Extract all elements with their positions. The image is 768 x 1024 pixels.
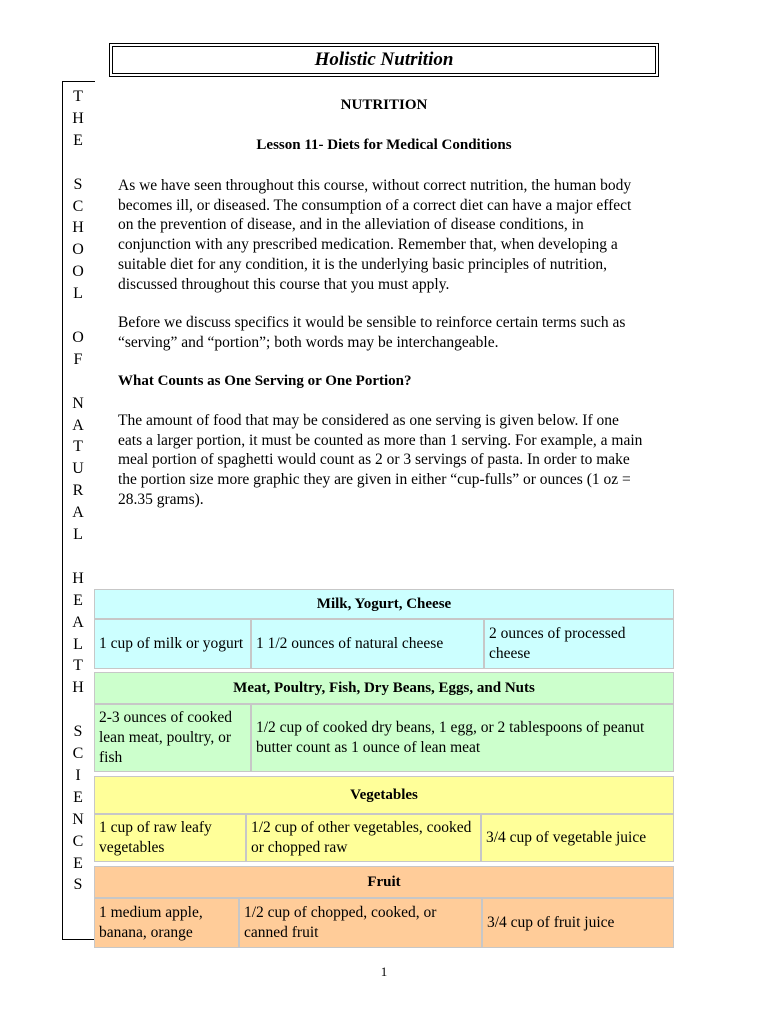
- lesson-title: Lesson 11- Diets for Medical Conditions: [256, 137, 512, 153]
- sidebar-letter: N: [72, 394, 84, 412]
- serving-cell: 1 1/2 ounces of natural cheese: [251, 619, 484, 669]
- food-group-title: Vegetables: [94, 776, 674, 814]
- sidebar-letter: L: [73, 285, 83, 303]
- sidebar-letter: E: [73, 788, 83, 806]
- terms-paragraph: Before we discuss specifics it would be sensible to reinforce certain terms such as “serving” and “portion”; both words may be interchangeable.: [118, 314, 626, 351]
- sidebar-letter: A: [72, 504, 84, 522]
- title-box: [109, 43, 659, 77]
- sidebar-letter: S: [73, 175, 83, 193]
- food-group-title: Meat, Poultry, Fish, Dry Beans, Eggs, and Nuts: [94, 672, 674, 704]
- sidebar-letter: O: [72, 241, 84, 259]
- sidebar-letter: C: [72, 832, 84, 850]
- sidebar-letter: A: [72, 416, 84, 434]
- serving-cell: 1/2 cup of chopped, cooked, or canned fruit: [239, 898, 482, 948]
- food-group-fruit: [94, 866, 674, 948]
- food-group-title: Milk, Yogurt, Cheese: [94, 589, 674, 619]
- sidebar-letter: F: [73, 350, 83, 368]
- serving-paragraph: The amount of food that may be considered as one serving is given below. If one eats a larger portion, it must be counted as more than 1 serving. For example, a main meal portion of spaghetti would count as 2 or 3 servings of pasta. In order to make the portion size more graphic they are given in either “cup-fulls” or ounces (1 oz = 28.35 grams).: [118, 412, 643, 508]
- sidebar-letter: C: [72, 197, 84, 215]
- sidebar-letter: L: [73, 635, 83, 653]
- food-group-title: Fruit: [94, 866, 674, 898]
- sidebar-letter: E: [73, 591, 83, 609]
- sidebar-letter: R: [72, 482, 84, 500]
- serving-cell: 1/2 cup of other vegetables, cooked or chopped raw: [246, 814, 481, 862]
- serving-cell: 2 ounces of processed cheese: [484, 619, 674, 669]
- food-group-milk: [94, 589, 674, 669]
- food-group-vegetables: [94, 776, 674, 862]
- school-name-sidebar: [62, 81, 95, 940]
- serving-cell: 1 cup of milk or yogurt: [94, 619, 251, 669]
- serving-cell: 1 cup of raw leafy vegetables: [94, 814, 246, 862]
- sidebar-letter: N: [72, 810, 84, 828]
- serving-cell: 3/4 cup of vegetable juice: [481, 814, 674, 862]
- document-title: Holistic Nutrition: [112, 46, 656, 74]
- section-title: NUTRITION: [340, 97, 428, 113]
- serving-cell: 2-3 ounces of cooked lean meat, poultry, or fish: [94, 704, 251, 772]
- sidebar-letter: L: [73, 526, 83, 543]
- sidebar-letter: S: [73, 876, 83, 894]
- sidebar-letter: C: [72, 745, 84, 762]
- sidebar-letter: E: [73, 854, 83, 872]
- serving-cell: 1/2 cup of cooked dry beans, 1 egg, or 2 tablespoons of peanut butter count as 1 ounce of lean meat: [251, 704, 674, 772]
- sidebar-letter: O: [72, 328, 84, 346]
- sidebar-letter: H: [72, 569, 84, 587]
- sidebar-letter: I: [75, 766, 81, 784]
- serving-cell: 3/4 cup of fruit juice: [482, 898, 674, 948]
- intro-paragraph: As we have seen throughout this course, without correct nutrition, the human body becomes ill, or diseased. The consumption of a correct diet can have a major effect on the prevention of disease, and in the alleviation of disease conditions, in conjunction with any prescribed medication. Remember that, when developing a suitable diet for any condition, it is the underlying basic principles of nutrition, discussed throughout this course that you must apply.: [118, 177, 632, 293]
- sidebar-letter: O: [72, 263, 84, 281]
- sidebar-letter: T: [73, 88, 83, 105]
- sidebar-letter: E: [73, 131, 83, 149]
- food-group-meat: [94, 672, 674, 772]
- sidebar-letter: T: [73, 438, 83, 456]
- sidebar-letter: H: [72, 109, 84, 127]
- serving-question-heading: What Counts as One Serving or One Portion?: [118, 373, 412, 389]
- sidebar-letter: T: [73, 657, 83, 675]
- sidebar-letter: A: [72, 613, 84, 631]
- sidebar-letter: U: [72, 460, 84, 478]
- sidebar-letter: S: [73, 723, 83, 741]
- sidebar-letter: H: [72, 679, 84, 697]
- page-number: 1: [380, 964, 388, 979]
- sidebar-letter: H: [72, 219, 84, 237]
- serving-cell: 1 medium apple, banana, orange: [94, 898, 239, 948]
